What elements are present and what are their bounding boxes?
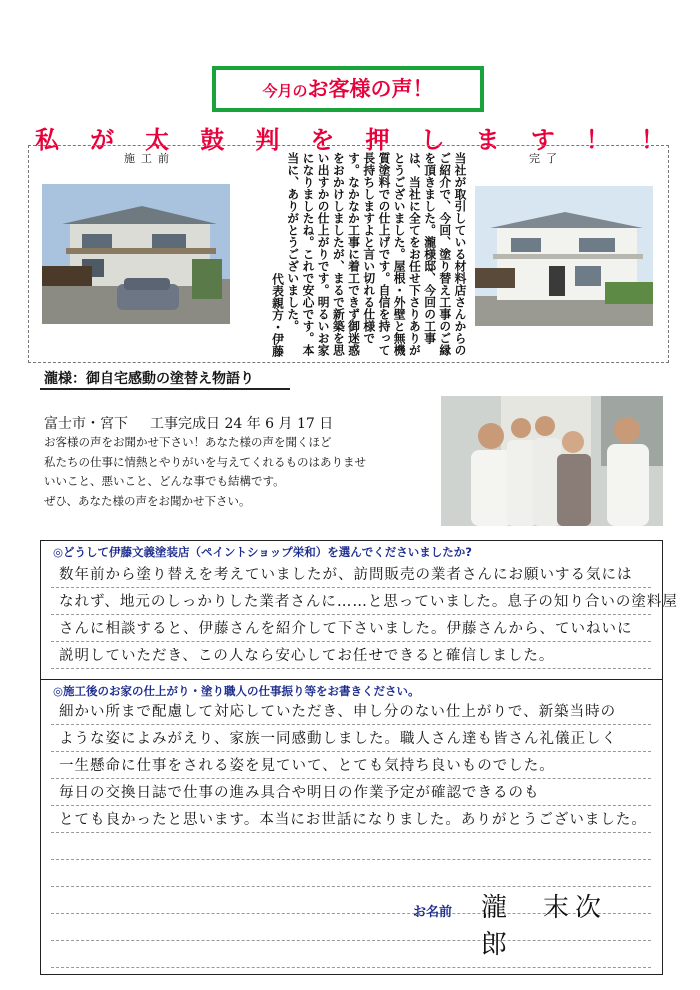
answer-text: なれず、地元のしっかりした業者さんに……と思っていました。息子の知り合いの塗料屋 [59, 594, 678, 610]
answer-1 [51, 561, 678, 669]
after-house-photo [475, 186, 653, 326]
answer-line [51, 806, 651, 833]
answer-text: 毎日の交換日誌で仕事の進み具合や明日の作業予定が確認できるのも [59, 785, 540, 801]
answer-line [51, 588, 678, 615]
answer-line [51, 561, 651, 588]
customer-given-name: 末次郎 [481, 893, 608, 960]
slogan-char: ま [475, 125, 500, 154]
customer-name [481, 887, 662, 961]
slogan-char: 私 [35, 125, 59, 154]
story-heading: 瀧様：御自宅感動の塗替え物語り [44, 371, 254, 387]
question-1-section [41, 541, 678, 680]
caption-after: 完了 [529, 152, 563, 165]
answer-line [51, 779, 651, 806]
answer-text: 細かい所まで配慮して対応していただき、申し分のない仕上がりで、新築当時の [59, 704, 617, 720]
answer-line [51, 615, 651, 642]
story-underline [40, 388, 290, 390]
answer-text: とても良かったと思います。本当にお世話になりました。ありがとうございました。 [59, 812, 647, 828]
slogan-char: 太 [145, 125, 170, 154]
contractor-signature: 代表親方・伊藤 [270, 273, 285, 357]
name-label: お名前 [413, 905, 453, 920]
project-place: 富士市・宮下 [44, 416, 128, 432]
intro-line: ぜひ、あなた様の声をお聞かせ下さい。 [44, 493, 251, 508]
title-prefix: 今月の [262, 82, 308, 100]
question-2: ◎施工後のお家の仕上がり・塗り職人の仕事振り等をお書きください。 [53, 684, 420, 698]
slogan-char: 判 [255, 125, 280, 154]
slogan-char: ！ [640, 125, 665, 154]
answer-text: 説明していただき、この人なら安心してお任せできると確信しました。 [59, 648, 555, 664]
answer-line [51, 833, 651, 860]
project-info [44, 413, 355, 433]
questionnaire [40, 540, 678, 975]
customer-family-name: 瀧 [481, 893, 514, 923]
before-after-box [28, 145, 669, 363]
answer-line [51, 698, 651, 725]
slogan-char: が [90, 125, 115, 154]
intro-line: お客様の声をお聞かせ下さい！あなた様の声を聞くほど [44, 435, 332, 449]
intro-text [44, 433, 440, 511]
slogan-char: ！ [585, 125, 610, 154]
page-title [212, 66, 484, 112]
answer-text: 数年前から塗り替えを考えていましたが、訪問販売の業者さんにお願いする気には [59, 567, 633, 583]
before-house-photo [42, 184, 230, 324]
title-main: お客様の声！ [307, 76, 434, 101]
contractor-message-body: 当社が取引している材料店さんからのご紹介で、今回、塗り替え工事のご縁を頂きました。瀧様邸、今回の工事は、当社に全てをお任せ下さりありがとうございました。屋根・外壁と無機質塗料での仕上げです。自信を持って長持ちしますよと言い切れる仕様です。なかなか工事に着工できず御迷惑をおかけしましたが、まるで新築を思い出すかの仕上がりです。明るいお家になりましたね。これで安心です。本当に、ありがとうございました。 [285, 152, 467, 356]
completion-date: 工事完成日 24 年 6 月 17 日 [150, 416, 334, 432]
answer-text: さんに相談すると、伊藤さんを紹介して下さいました。伊藤さんから、ていねいに [59, 621, 633, 637]
answer-line [51, 860, 651, 887]
answer-line [51, 642, 651, 669]
staff-group-photo [441, 396, 663, 526]
question-1: ◎どうして伊藤文義塗装店（ペイントショップ栄和）を選んでくださいましたか? [53, 545, 472, 559]
slogan-char: 鼓 [200, 125, 225, 154]
slogan-char: を [310, 125, 335, 154]
answer-line [51, 752, 651, 779]
contractor-message [237, 152, 467, 357]
answer-text: 一生懸命に仕事をされる姿を見ていて、とても気持ち良いものでした。 [59, 758, 555, 774]
slogan-char: し [420, 125, 445, 154]
intro-line: いいこと、悪いこと、どんな事でも結構です。 [44, 474, 285, 488]
intro-line: 私たちの仕事に情熱とやりがいを与えてくれるものはありませ [44, 454, 366, 469]
caption-before: 施工前 [124, 152, 175, 165]
slogan-char: す [530, 125, 555, 154]
slogan-char: 押 [365, 125, 390, 154]
answer-line [51, 725, 651, 752]
answer-text: ような姿によみがえり、家族一同感動しました。職人さん達も皆さん礼儀正しく [59, 731, 617, 747]
